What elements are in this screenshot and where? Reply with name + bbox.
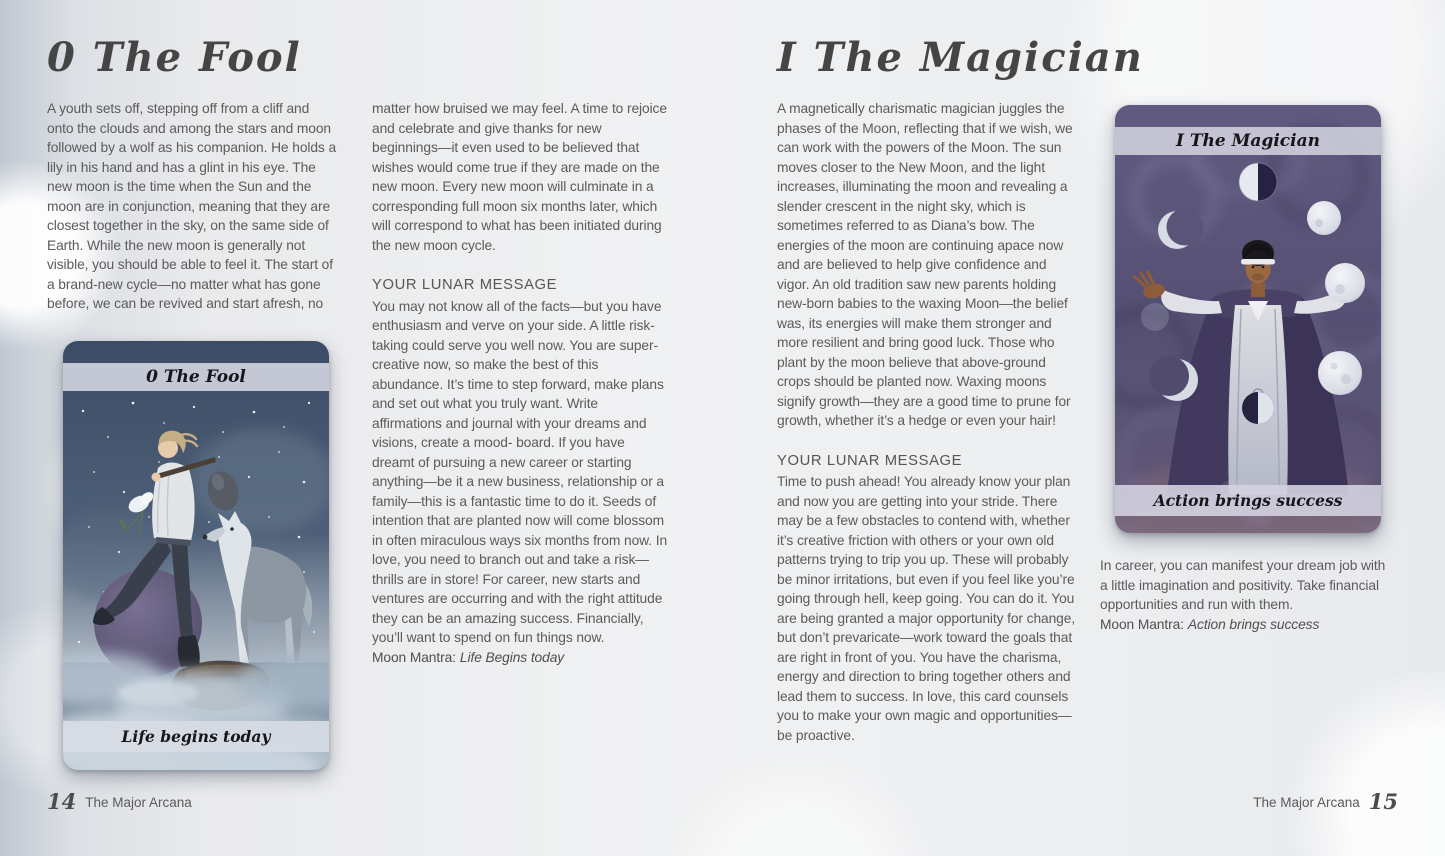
magician-lunar-heading: YOUR LUNAR MESSAGE — [777, 452, 963, 469]
fool-card-title: 0 The Fool — [146, 367, 246, 387]
magician-card-title: I The Magician — [1176, 131, 1320, 151]
footer-right — [1253, 787, 1398, 812]
magician-career-text: In career, you can manifest your dream job with a little imagination and positivity. Take financial opportunities and run with them. — [1100, 558, 1386, 612]
mantra-value: Action brings success — [1187, 616, 1320, 632]
magician-card-caption: Action brings success — [1153, 491, 1343, 510]
magician-moon-mantra — [1100, 615, 1396, 635]
magician-card-title-band — [1115, 127, 1381, 155]
fool-intro-col1: A youth sets off, stepping off from a cliff and onto the clouds and among the stars and moon followed by a wolf as his companion. He holds a lily in his hand and has a glint in his eye. The new moon is the time when the Sun and the moon are in conjunction, meaning that they are closest together in the sky, on the same side of Earth. While the new moon is generally not visible, you should be able to feel it. The start of a brand-new cycle—no matter what has gone before, we can be revived and start afresh, no — [47, 101, 337, 311]
fool-card-caption: Life begins today — [121, 727, 271, 746]
fool-tarot-card — [63, 341, 329, 770]
footer-left — [47, 787, 192, 812]
magician-column — [777, 99, 1077, 745]
fool-card-caption-band — [63, 721, 329, 752]
fool-intro-col2: matter how bruised we may feel. A time to rejoice and celebrate and give thanks for new beginnings—it even used to be believed that wishes would come true if they are made on the new moon. Every new moon will culminate in a corresponding full moon six months later, which will correspond to what has been initiated during the new moon cycle. — [372, 101, 667, 253]
page-number-14: 14 — [47, 789, 77, 814]
magician-card-art — [1115, 105, 1381, 533]
fool-lunar-text: You may not know all of the facts—but you have enthusiasm and verve on your side. A little risk-taking could serve you well now. You are super-creative now, so make the best of this abundance. It’s time to step forward, make plans and set out what you truly want. Write affirmations and journal with your dreams and visions, create a mood- board. If you have dreamt of pursuing a new career or starting anything—be it a new business, relationship or a family—this is a fantastic time to do it. Seeds of intention that are planted now will come blossom in often miraculous ways six months from now. In love, you need to branch out and take a risk—thrills are in store! For career, new starts and ventures are occurring and with the right attitude they can be an amazing success. Financially, you’ll want to spend on fun things now. — [372, 298, 668, 645]
page-number-15: 15 — [1368, 789, 1398, 814]
mantra-value: Life Begins today — [459, 649, 565, 665]
magician-sidebar — [1100, 556, 1396, 634]
fool-card-art — [63, 341, 329, 770]
magician-intro: A magnetically charismatic magician juggles the phases of the Moon, reflecting that if we wish, we can work with the powers of the Moon. The sun moves closer to the New Moon, and the light increases, illuminating the moon and revealing a slender crescent in the night sky, which is sometimes referred to as Diana’s bow. The energies of the moon are continuing apace now and are believed to help give confidence and vigor. An old tradition saw new parents holding new-born babies to the waxing Moon—the belief was, its energies will make them stronger and more resilient and bring good luck. Those who plant by the moon believe that above-ground crops should be planted now. Waxing moons signify growth—they are a good time to prune for growth, whether it’s a hedge or even your hair! — [777, 101, 1073, 428]
footer-label-right: The Major Arcana — [1253, 795, 1360, 810]
magician-lunar-text: Time to push ahead! You already know your plan and now you are getting into your stride. There may be a few obstacles to contend with, whether it’s creative friction with others or your own old patterns trying to trip you up. These will probably be minor irritations, but even if you feel like you’re going through hell, keep going. You can do it. You are being granted a major opportunity for change, but don’t prevaricate—work toward the goals that are right in front of you. You have the charisma, energy and direction to bring together others and lead them to success. In love, this card counsels you to make your own magic and opportunities—be proactive. — [777, 474, 1076, 743]
fool-moon-mantra — [372, 648, 669, 668]
magician-tarot-card — [1115, 105, 1381, 533]
fool-column-1 — [47, 99, 339, 314]
magician-card-caption-band — [1115, 485, 1381, 516]
footer-label-left: The Major Arcana — [85, 795, 192, 810]
mantra-label: Moon Mantra: — [372, 649, 456, 665]
fool-lunar-heading: YOUR LUNAR MESSAGE — [372, 277, 558, 293]
mantra-label: Moon Mantra: — [1100, 616, 1184, 632]
fool-card-title-band — [63, 363, 329, 391]
fool-column-2 — [372, 99, 669, 667]
page-title-magician: I The Magician — [777, 34, 1144, 81]
page-title-fool: 0 The Fool — [47, 34, 302, 81]
